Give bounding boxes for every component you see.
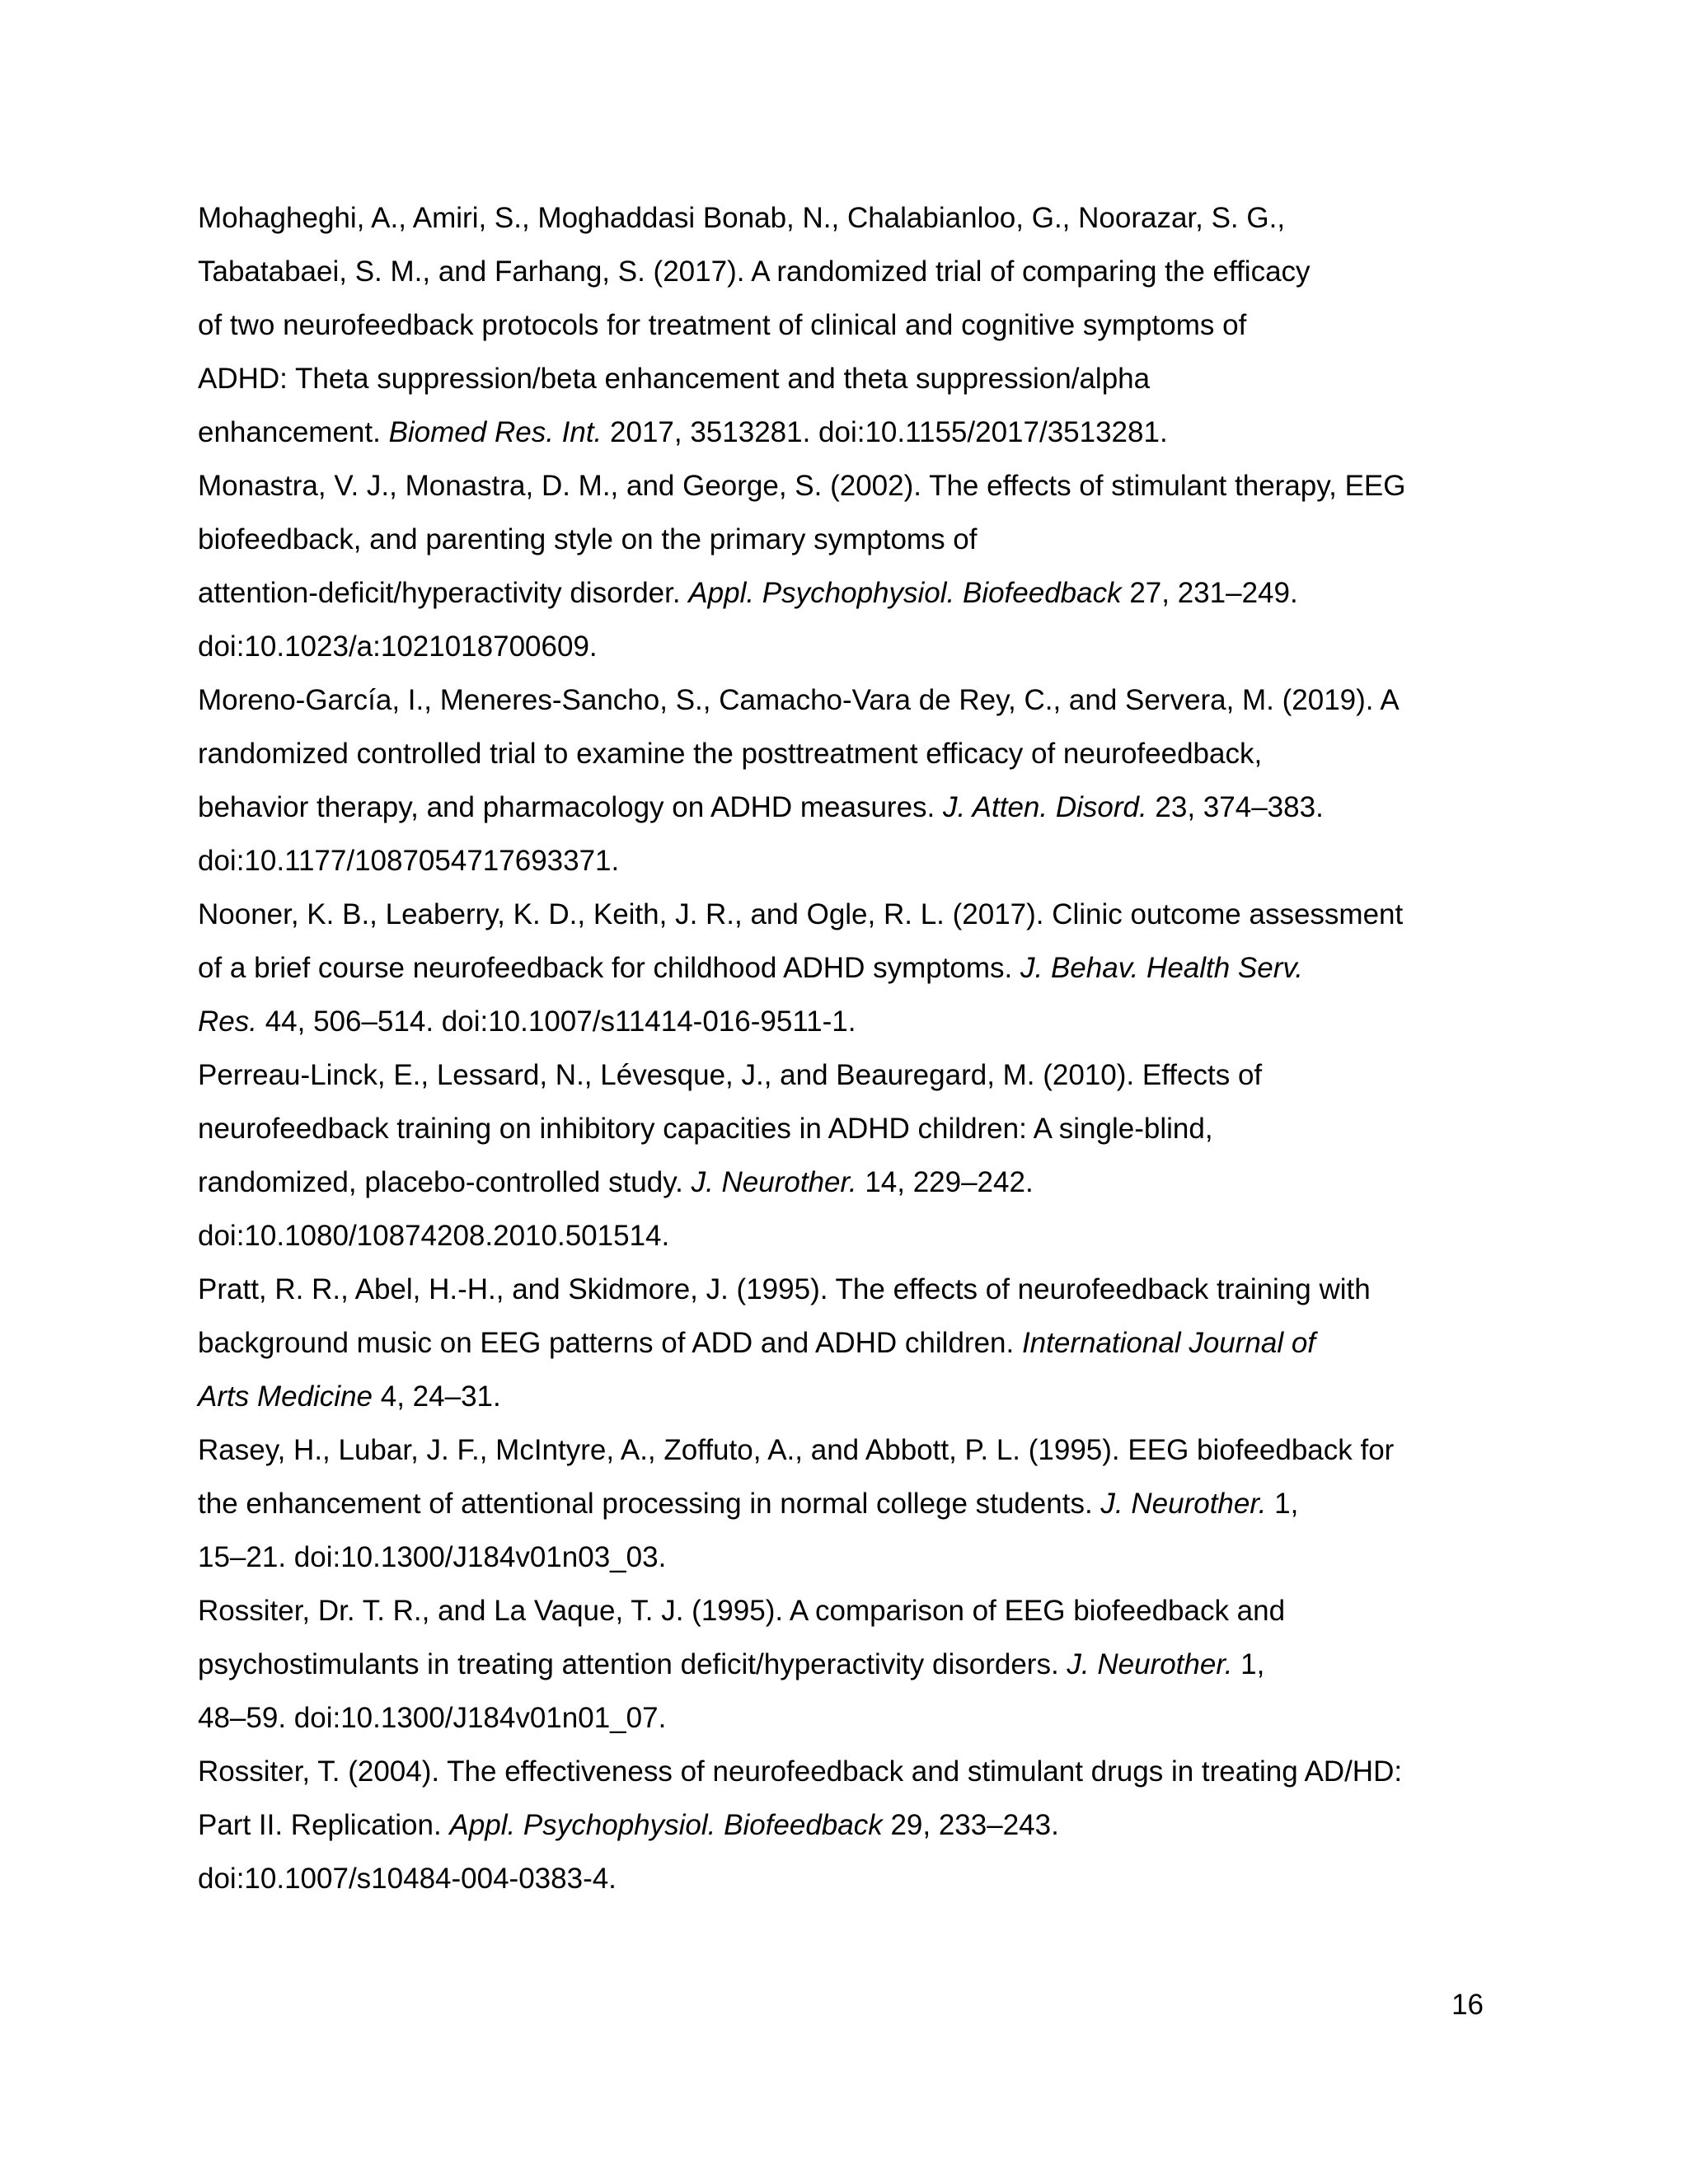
reference-line: [198, 566, 1500, 620]
reference-text: Tabatabaei, S. M., and Farhang, S. (2017). A randomized trial of comparing the efficacy: [198, 255, 1311, 288]
reference-entry: [198, 673, 1500, 888]
reference-line: [198, 298, 1500, 352]
reference-line: [198, 459, 1500, 513]
reference-text: Monastra, V. J., Monastra, D. M., and George, S. (2002). The effects of stimulant therapy, EEG: [198, 470, 1406, 502]
reference-text: 14, 229–242.: [856, 1166, 1034, 1198]
reference-line: [198, 780, 1500, 834]
reference-line: [198, 191, 1500, 245]
reference-line: [198, 405, 1500, 459]
reference-text: enhancement.: [198, 416, 389, 448]
reference-line: [198, 1155, 1500, 1209]
reference-text: Rasey, H., Lubar, J. F., McIntyre, A., Zoffuto, A., and Abbott, P. L. (1995). EEG biofeedback for: [198, 1434, 1395, 1466]
reference-text: randomized, placebo-controlled study.: [198, 1166, 692, 1198]
reference-line: [198, 1102, 1500, 1155]
reference-line: [198, 941, 1500, 995]
reference-text: 44, 506–514. doi:10.1007/s11414-016-9511-1.: [256, 1005, 856, 1038]
reference-text: 1,: [1232, 1648, 1265, 1680]
reference-text: psychostimulants in treating attention deficit/hyperactivity disorders.: [198, 1648, 1067, 1680]
reference-entry: [198, 1584, 1500, 1745]
journal-title: J. Neurother.: [691, 1166, 857, 1198]
reference-line: [198, 834, 1500, 888]
reference-entry: [198, 191, 1500, 459]
reference-text: the enhancement of attentional processing in normal college students.: [198, 1488, 1101, 1520]
reference-text: 27, 231–249.: [1121, 577, 1298, 609]
reference-line: [198, 1370, 1500, 1423]
reference-line: [198, 1530, 1500, 1584]
reference-text: 29, 233–243.: [882, 1809, 1059, 1841]
reference-entry: [198, 1048, 1500, 1263]
reference-text: neurofeedback training on inhibitory capacities in ADHD children: A single-blind,: [198, 1113, 1213, 1145]
reference-line: [198, 727, 1500, 780]
reference-text: Moreno-García, I., Meneres-Sancho, S., Camacho-Vara de Rey, C., and Servera, M. (2019). A: [198, 684, 1400, 716]
reference-text: 48–59. doi:10.1300/J184v01n01_07.: [198, 1702, 667, 1734]
reference-line: [198, 245, 1500, 298]
reference-line: [198, 620, 1500, 673]
journal-title: Biomed Res. Int.: [388, 416, 603, 448]
reference-text: 23, 374–383.: [1146, 791, 1324, 823]
reference-entry: [198, 888, 1500, 1048]
reference-text: doi:10.1007/s10484-004-0383-4.: [198, 1863, 617, 1895]
reference-text: Part II. Replication.: [198, 1809, 450, 1841]
reference-text: Rossiter, Dr. T. R., and La Vaque, T. J. (1995). A comparison of EEG biofeedback and: [198, 1595, 1286, 1627]
reference-text: behavior therapy, and pharmacology on ADHD measures.: [198, 791, 944, 823]
reference-text: biofeedback, and parenting style on the primary symptoms of: [198, 523, 978, 555]
reference-line: [198, 1423, 1500, 1477]
reference-text: 4, 24–31.: [373, 1380, 501, 1413]
reference-text: Pratt, R. R., Abel, H.-H., and Skidmore, J. (1995). The effects of neurofeedback training with: [198, 1273, 1371, 1305]
reference-text: ADHD: Theta suppression/beta enhancement and theta suppression/alpha: [198, 363, 1151, 395]
page-number: 16: [1451, 1989, 1484, 2021]
reference-entry: [198, 1263, 1500, 1423]
reference-line: [198, 995, 1500, 1048]
journal-title: Appl. Psychophysiol. Biofeedback: [449, 1809, 883, 1841]
reference-text: doi:10.1080/10874208.2010.501514.: [198, 1220, 670, 1252]
reference-line: [198, 1852, 1500, 1905]
journal-title: International Journal of: [1021, 1327, 1316, 1359]
reference-line: [198, 1584, 1500, 1638]
reference-line: [198, 1691, 1500, 1745]
reference-line: [198, 673, 1500, 727]
reference-text: 1,: [1266, 1488, 1299, 1520]
journal-title: Arts Medicine: [198, 1380, 373, 1413]
journal-title: Appl. Psychophysiol. Biofeedback: [688, 577, 1122, 609]
reference-text: Rossiter, T. (2004). The effectiveness of neurofeedback and stimulant drugs in treating AD/HD:: [198, 1755, 1403, 1788]
reference-line: [198, 1745, 1500, 1798]
reference-text: of two neurofeedback protocols for treatment of clinical and cognitive symptoms of: [198, 309, 1247, 341]
reference-text: Mohagheghi, A., Amiri, S., Moghaddasi Bonab, N., Chalabianloo, G., Noorazar, S. G.,: [198, 202, 1286, 234]
reference-text: Perreau-Linck, E., Lessard, N., Lévesque, J., and Beauregard, M. (2010). Effects of: [198, 1059, 1263, 1091]
reference-text: randomized controlled trial to examine the posttreatment efficacy of neurofeedback,: [198, 738, 1263, 770]
reference-text: background music on EEG patterns of ADD and ADHD children.: [198, 1327, 1022, 1359]
reference-text: 15–21. doi:10.1300/J184v01n03_03.: [198, 1541, 667, 1573]
reference-line: [198, 1263, 1500, 1316]
reference-text: Nooner, K. B., Leaberry, K. D., Keith, J. R., and Ogle, R. L. (2017). Clinic outcome assessment: [198, 898, 1404, 930]
journal-title: J. Neurother.: [1067, 1648, 1233, 1680]
reference-entry: [198, 1745, 1500, 1905]
reference-entry: [198, 1423, 1500, 1584]
reference-text: attention-deficit/hyperactivity disorder.: [198, 577, 689, 609]
reference-entry: [198, 459, 1500, 673]
journal-title: J. Behav. Health Serv.: [1020, 952, 1304, 984]
reference-line: [198, 1477, 1500, 1530]
reference-line: [198, 1316, 1500, 1370]
journal-title: Res.: [198, 1005, 257, 1038]
reference-text: of a brief course neurofeedback for childhood ADHD symptoms.: [198, 952, 1020, 984]
journal-title: J. Neurother.: [1100, 1488, 1267, 1520]
reference-text: doi:10.1177/1087054717693371.: [198, 845, 620, 877]
reference-line: [198, 513, 1500, 566]
reference-list: [198, 191, 1500, 1905]
reference-line: [198, 888, 1500, 941]
reference-line: [198, 1048, 1500, 1102]
journal-title: J. Atten. Disord.: [943, 791, 1147, 823]
reference-line: [198, 1638, 1500, 1691]
reference-text: doi:10.1023/a:1021018700609.: [198, 630, 598, 663]
reference-line: [198, 1798, 1500, 1852]
reference-line: [198, 352, 1500, 405]
reference-line: [198, 1209, 1500, 1263]
reference-text: 2017, 3513281. doi:10.1155/2017/3513281.: [602, 416, 1168, 448]
